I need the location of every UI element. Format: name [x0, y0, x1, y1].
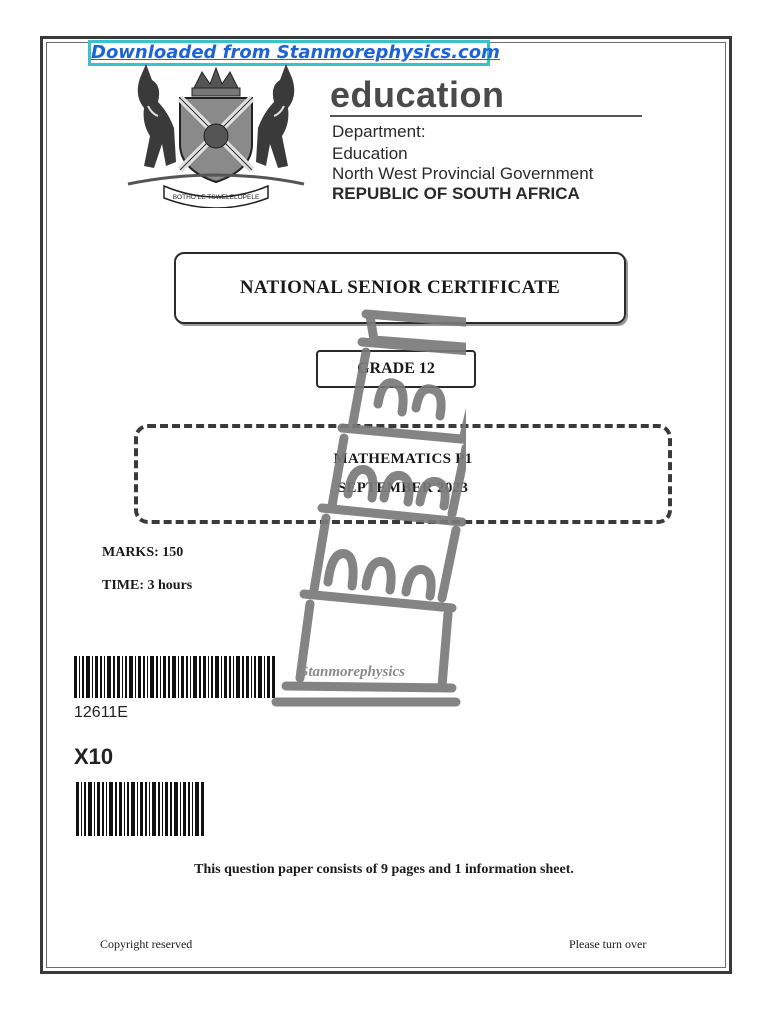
- time-allowed: TIME: 3 hours: [102, 578, 193, 593]
- paper-code: X10: [74, 744, 114, 769]
- grade-label: GRADE 12: [357, 360, 435, 377]
- dept-name: Education: [332, 144, 408, 163]
- barcode-number: 12611E: [74, 704, 128, 721]
- turn-over-note: Please turn over: [569, 937, 647, 951]
- dept-label: Department:: [332, 122, 426, 141]
- provincial-government: North West Provincial Government: [332, 164, 594, 183]
- watermark-label: Stanmorephysics: [300, 664, 406, 680]
- coat-of-arms-icon: [118, 58, 314, 208]
- download-source-banner[interactable]: Downloaded from Stanmorephysics.com: [88, 40, 490, 66]
- barcode-primary: [74, 656, 276, 698]
- copyright-note: Copyright reserved: [100, 937, 193, 951]
- barcode-secondary: [76, 782, 206, 836]
- brand-wordmark: education: [330, 74, 505, 115]
- brand-divider: [330, 115, 642, 117]
- certificate-title: NATIONAL SENIOR CERTIFICATE: [239, 277, 561, 298]
- country-name: REPUBLIC OF SOUTH AFRICA: [332, 184, 580, 203]
- exam-session: SEPTEMBER 2023: [337, 480, 469, 496]
- page-count-note: This question paper consists of 9 pages and 1 information sheet.: [194, 862, 574, 877]
- subject-name: MATHEMATICS P1: [333, 451, 473, 467]
- crest-motto: BOTHO LE TSWELELOPELE: [172, 194, 260, 201]
- leaning-tower-watermark-icon: [266, 300, 466, 720]
- marks-total: MARKS: 150: [102, 545, 184, 560]
